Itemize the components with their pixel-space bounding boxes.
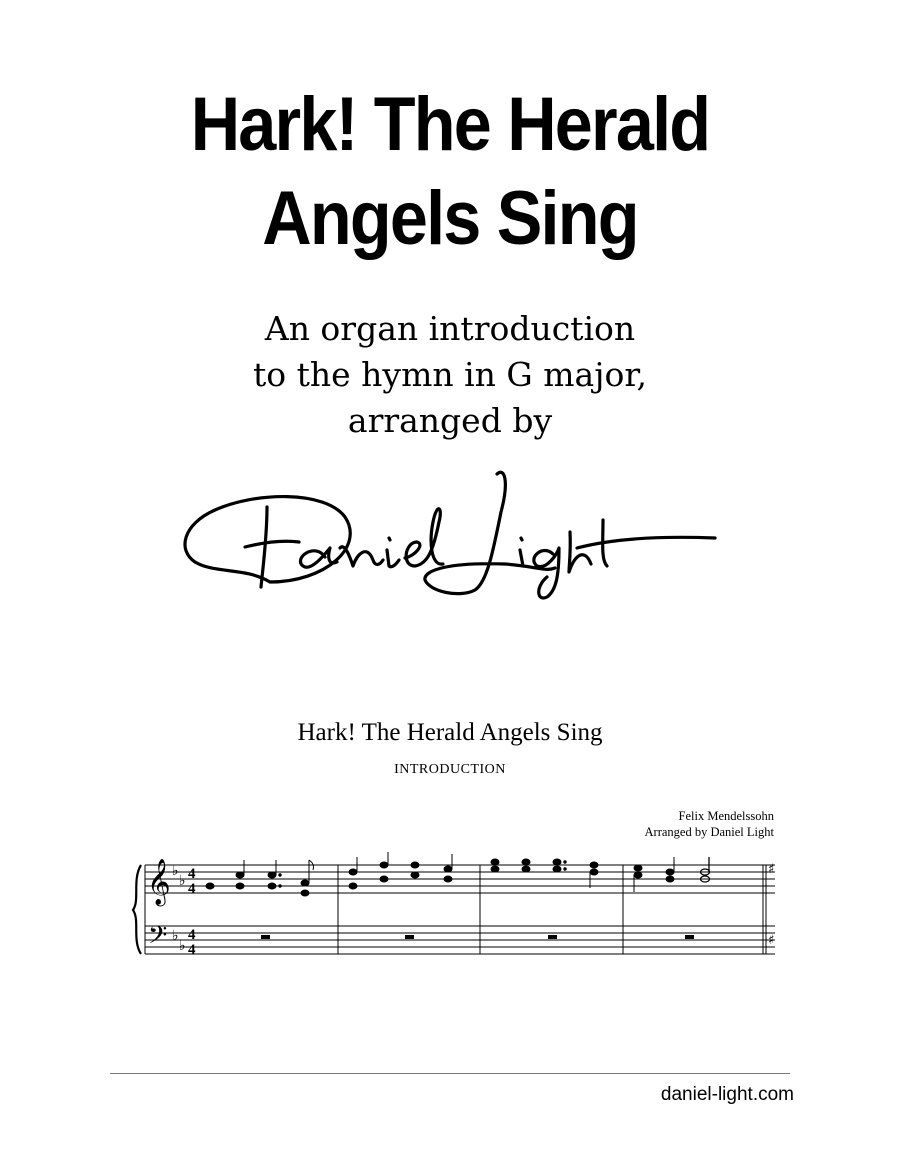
- time-signature: 4: [188, 866, 196, 882]
- note: [301, 890, 309, 896]
- note: [634, 872, 642, 878]
- composer-credit: Felix Mendelssohn: [678, 809, 774, 823]
- treble-clef: 𝄞: [147, 859, 171, 905]
- note: [349, 869, 357, 875]
- half-rest: [261, 935, 270, 939]
- note: [380, 876, 388, 882]
- note: [268, 883, 276, 889]
- note: [522, 866, 530, 872]
- note: [590, 862, 598, 868]
- key-flat: ♭: [179, 938, 186, 954]
- arranger-credit: Arranged by Daniel Light: [644, 825, 774, 839]
- subtitle-line-2: to the hymn in G major,: [253, 355, 647, 394]
- bass-clef: 𝄢: [148, 921, 168, 956]
- footer-divider: [110, 1073, 790, 1074]
- cover-title-line-1: Hark! The Herald: [190, 82, 710, 167]
- half-rest: [548, 935, 557, 939]
- note: [491, 859, 499, 865]
- note: [301, 880, 309, 886]
- note: [634, 865, 642, 871]
- note: [553, 859, 561, 865]
- note: [444, 876, 452, 882]
- note: [444, 866, 452, 872]
- score-title: Hark! The Herald Angels Sing: [297, 719, 603, 746]
- note: [349, 883, 357, 889]
- note: [380, 862, 388, 868]
- time-signature: 4: [188, 927, 196, 943]
- music-score: [130, 840, 780, 970]
- cover-subtitle: [0, 306, 900, 444]
- note: [522, 859, 530, 865]
- time-signature: 4: [188, 942, 196, 958]
- bass-staff: [145, 926, 775, 954]
- score-subtitle: INTRODUCTION: [394, 762, 506, 777]
- note: [236, 883, 244, 889]
- footer-url: daniel-light.com: [660, 1084, 794, 1105]
- key-flat: ♭: [179, 873, 186, 889]
- note: [206, 883, 214, 889]
- time-signature: 4: [188, 881, 196, 897]
- subtitle-line-3: arranged by: [347, 401, 553, 440]
- subtitle-line-1: An organ introduction: [264, 309, 636, 348]
- key-sharp: ♯: [768, 862, 775, 877]
- key-flat: ♭: [172, 863, 179, 879]
- note: [553, 866, 561, 872]
- note: [236, 872, 244, 878]
- half-rest: [405, 935, 414, 939]
- half-rest: [685, 935, 694, 939]
- signature-image: [175, 462, 725, 612]
- note: [491, 866, 499, 872]
- note: [666, 876, 674, 882]
- cover-title: [45, 78, 855, 266]
- brace: [133, 865, 141, 954]
- note: [666, 869, 674, 875]
- key-sharp: ♯: [768, 933, 775, 948]
- note: [590, 869, 598, 875]
- note: [411, 862, 419, 868]
- cover-title-line-2: Angels Sing: [262, 176, 638, 261]
- note: [268, 872, 276, 878]
- note: [411, 872, 419, 878]
- key-flat: ♭: [172, 928, 179, 944]
